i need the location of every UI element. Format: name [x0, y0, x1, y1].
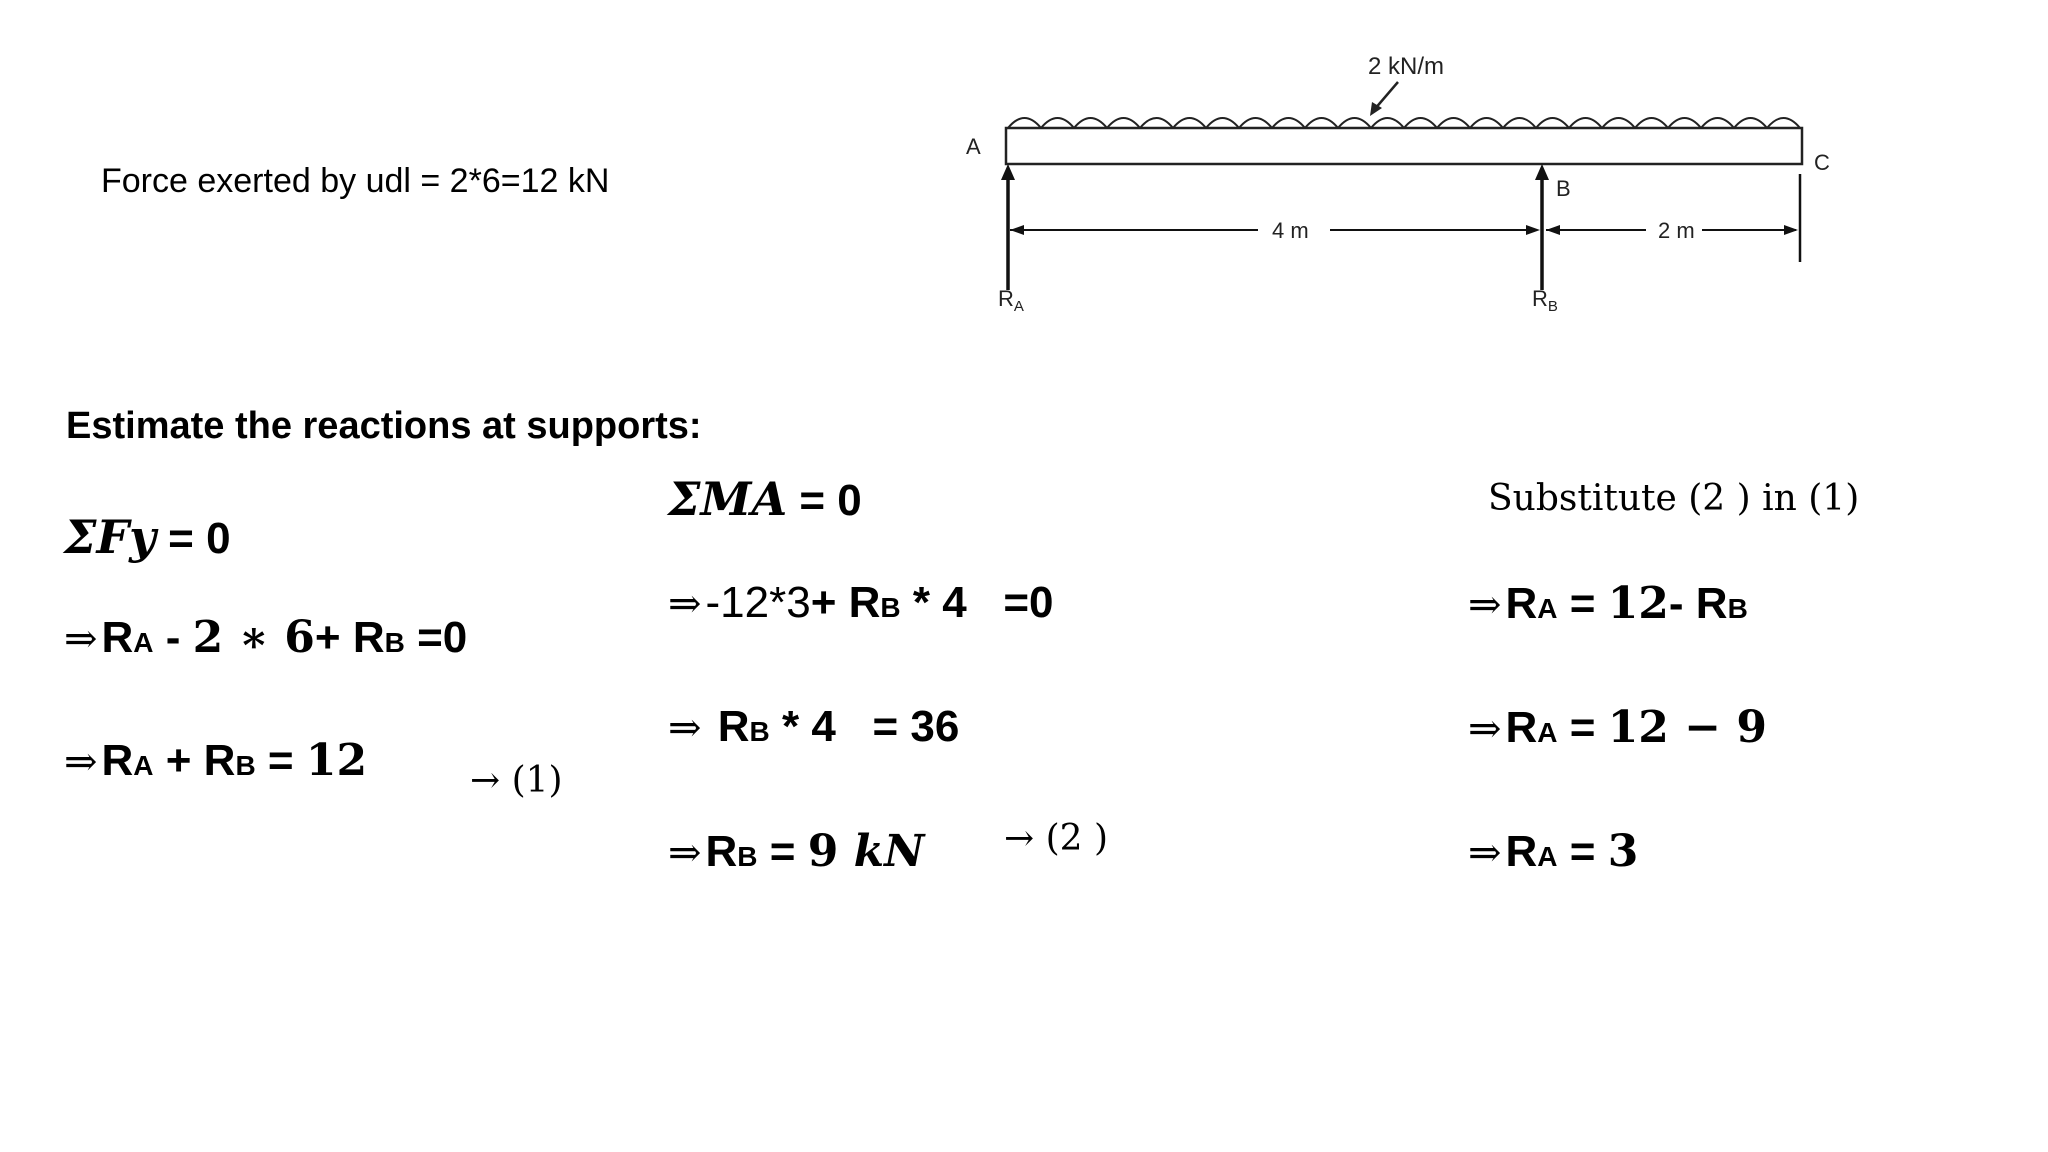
point-c-label: C	[1814, 150, 1830, 175]
col2-sum-ma: ΣMA = 0	[668, 472, 862, 526]
udl-arc-path	[1008, 118, 1800, 128]
col3-ra-result: ⇒ R A = 3	[1468, 826, 1639, 877]
col1-sum-fy: ΣFy = 0	[64, 510, 231, 564]
col2-ref-2: → (2 )	[1004, 818, 1109, 859]
udl-loading	[1008, 118, 1800, 128]
col1-sum-reactions: ⇒ R A + R B = 12	[64, 735, 368, 786]
span-ab-label: 4 m	[1272, 218, 1309, 243]
col2-moment-eq: ⇒ -12*3 + R B * 4 =0	[668, 578, 1054, 627]
reaction-b-label: $R_B$	[1532, 286, 1558, 315]
reaction-a-label: $R_A$	[998, 286, 1024, 315]
col2-rb-result: ⇒ R B = 9 kN	[668, 826, 925, 877]
point-a-label: A	[966, 134, 981, 159]
col3-substitute-note: Substitute (2 ) in (1)	[1488, 478, 1860, 519]
col3-ra-expression: ⇒ R A = 12 - R B	[1468, 578, 1748, 629]
udl-force-note: Force exerted by udl = 2*6=12 kN	[101, 162, 610, 200]
span-bc-label: 2 m	[1658, 218, 1695, 243]
col1-equilibrium: ⇒ R A - 2 ∗ 6 + R B =0	[64, 612, 468, 663]
section-heading: Estimate the reactions at supports:	[66, 405, 702, 447]
beam	[1006, 128, 1802, 164]
load-label: 2 kN/m	[1368, 53, 1445, 80]
col2-rb-times-4: ⇒ R B * 4 = 36	[668, 702, 960, 751]
col3-ra-substitution: ⇒ R A = 12 − 9	[1468, 702, 1768, 753]
col1-ref-1: → (1)	[470, 760, 563, 801]
beam-diagram	[950, 40, 1870, 340]
point-b-label: B	[1556, 176, 1571, 201]
